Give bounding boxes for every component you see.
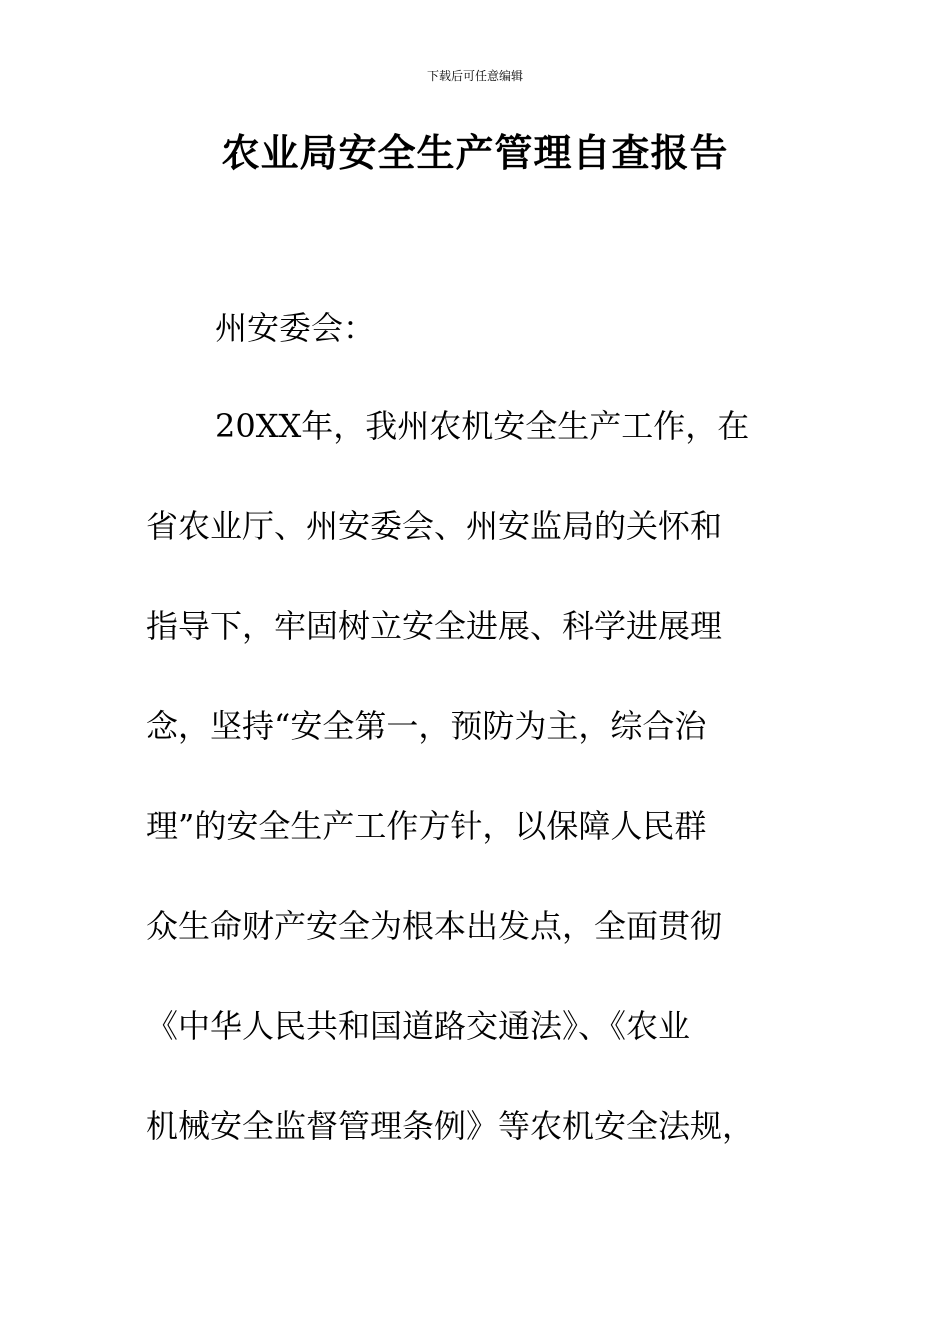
salutation: 州安委会： (215, 309, 376, 347)
paragraph-line-7: 《中华人民共和国道路交通法》、《农业 (146, 1007, 691, 1045)
paragraph-line-6: 众生命财产安全为根本出发点，全面贯彻 (146, 907, 723, 945)
paragraph-line-5: 理”的安全生产工作方针，以保障人民群 (146, 807, 707, 845)
download-note: 下载后可任意编辑 (426, 69, 523, 83)
paragraph-line-3: 指导下，牢固树立安全进展、科学进展理 (146, 607, 723, 645)
paragraph-line-2: 省农业厅、州安委会、州安监局的关怀和 (146, 507, 723, 545)
paragraph-line-1: 20XX年，我州农机安全生产工作，在 (215, 407, 750, 445)
paragraph-line-8: 机械安全监督管理条例》等农机安全法规， (146, 1107, 755, 1145)
document-title: 农业局安全生产管理自查报告 (221, 131, 729, 175)
paragraph-line-4: 念，坚持“安全第一，预防为主，综合治 (146, 707, 707, 745)
